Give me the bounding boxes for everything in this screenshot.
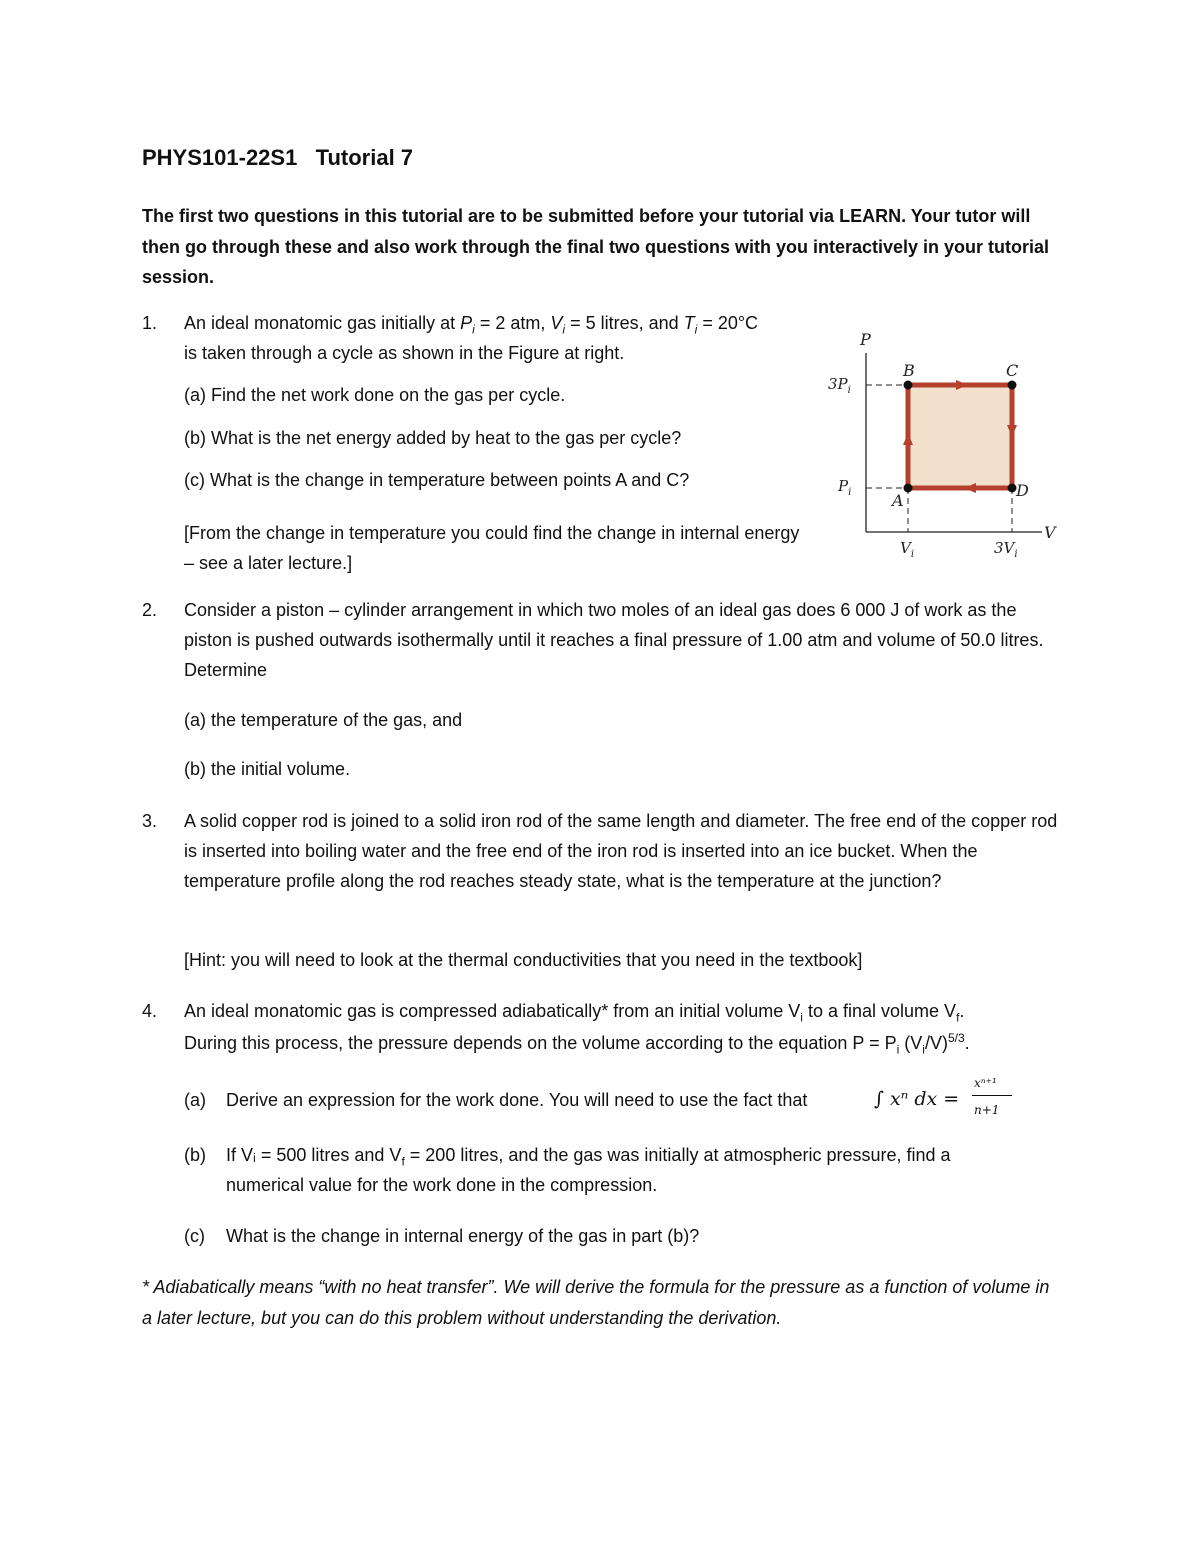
label-pi: $P_i$ [838,477,852,498]
question-2-part-b: (b) the initial volume. [184,759,351,779]
question-number: 1. [142,313,158,333]
fraction-bar [972,1095,1012,1096]
integral-formula-numerator: xⁿ⁺¹ [974,1076,997,1090]
question-3-hint: [Hint: you will need to look at the thermal conductivities that you need in the textbook] [184,950,863,970]
question-1-line-2: is taken through a cycle as shown in the Figure at right. [184,343,625,363]
label-point-c: C [1006,361,1019,380]
question-number: 3. [142,811,158,831]
question-3-text: A solid copper rod is joined to a solid iron rod of the same length and diameter. The free end of the copper rod is inserted into boiling water and the free end of the iron rod is inserted into an ice bucket. When the temperature profile along the rod reaches steady state, what is the temperature at the junction? [184,811,1058,891]
page-title: PHYS101-22S1 Tutorial 7 [142,145,414,170]
question-1-part-c: (c) What is the change in temperature between points A and C? [184,470,690,490]
pv-cycle-figure [820,325,1070,565]
integral-formula-denominator: n+1 [974,1103,1000,1117]
question-number: 4. [142,1001,158,1021]
question-1-part-b: (b) What is the net energy added by heat to the gas per cycle? [184,428,682,448]
label-point-a: A [892,491,904,510]
point-c-dot [1008,381,1017,390]
question-1-part-a: (a) Find the net work done on the gas per cycle. [184,385,566,405]
label-3pi: $3P_i$ [828,375,851,396]
question-number: 2. [142,600,158,620]
cycle-area [908,385,1012,488]
label-3vi: $3V_i$ [994,539,1018,560]
question-1-line-1: An ideal monatomic gas initially at $P_i = 2$ atm, $V_i = 5$ litres, and $T_i = 20^\circ C$ [184,313,759,337]
question-4-part-b-line-2: numerical value for the work done in the compression. [226,1175,658,1195]
axis-label-p: P [860,330,871,349]
axis-label-v: V [1044,523,1056,542]
question-4-part-a-text: Derive an expression for the work done. You will need to use the fact that [226,1090,808,1110]
label-point-b: B [903,361,915,380]
question-4-part-c-label: (c) [184,1226,205,1246]
question-4-part-b-label: (b) [184,1145,206,1165]
footnote: * Adiabatically means “with no heat transfer”. We will derive the formula for the pressure as a function of volume in a later lecture, but you can do this problem without understanding the derivation. [142,1277,1050,1328]
point-a-dot [904,484,913,493]
question-4-part-a-label: (a) [184,1090,206,1110]
question-4-line-1: An ideal monatomic gas is compressed adiabatically* from an initial volume $V_i$ to a final volume $V_f$. [184,1001,965,1025]
question-2-text: Consider a piston – cylinder arrangement in which two moles of an ideal gas does 6 000 J of work as the piston is pushed outwards isothermally until it reaches a final pressure of 1.00 atm and volume of 50.0 litres. Determine [184,600,1044,680]
question-1-note: [From the change in temperature you could find the change in internal energy – see a later lecture.] [184,523,800,573]
label-point-d: D [1016,481,1029,500]
integral-formula-lhs: ∫ xⁿ dx = [874,1088,960,1110]
question-4-part-b-line-1: If Vᵢ = 500 litres and $V_f = 200$ litres, and the gas was initially at atmospheric pressure, find a [226,1145,951,1169]
question-4-line-2: During this process, the pressure depends on the volume according to the equation $P = P_i$ $(V_i/V)^{5/3}$. [184,1031,970,1057]
question-4-part-c-text: What is the change in internal energy of the gas in part (b)? [226,1226,700,1246]
label-vi: $V_i$ [900,539,915,560]
intro-paragraph: The first two questions in this tutorial are to be submitted before your tutorial via LEARN. Your tutor will then go through these and also work through the final two questions with you interactively in your tutorial session. [142,206,1050,287]
point-b-dot [904,381,913,390]
question-2-part-a: (a) the temperature of the gas, and [184,710,463,730]
